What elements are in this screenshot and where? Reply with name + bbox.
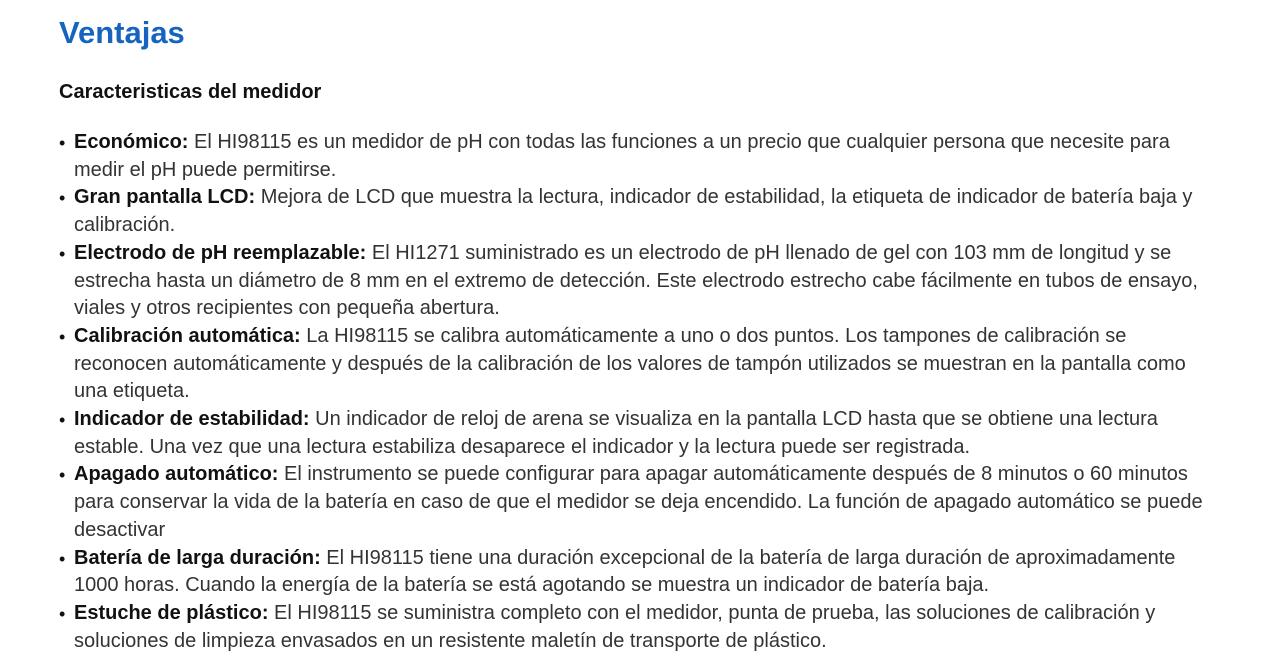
feature-description: El HI1271 suministrado es un electrodo de pH llenado de gel con 103 mm de longitud y se estrecha hasta un diámetro de 8 mm en el extremo de detección. Este electrodo estrecho cabe fácilmente en tubos de ensayo, viales y otros recipientes con pequeña abertura. bbox=[74, 241, 1198, 320]
feature-item bbox=[59, 545, 1219, 600]
feature-term: Estuche de plástico: bbox=[74, 601, 269, 624]
bullet-icon: • bbox=[59, 243, 66, 264]
feature-description: El HI98115 tiene una duración excepcional de la batería de larga duración de aproximadamente 1000 horas. Cuando la energía de la batería se está agotando se muestra un indicador de batería baja. bbox=[74, 546, 1176, 597]
feature-term: Batería de larga duración: bbox=[74, 546, 321, 569]
section-subtitle: Caracteristicas del medidor bbox=[59, 81, 322, 103]
bullet-icon: • bbox=[59, 133, 66, 153]
feature-term: Calibración automática: bbox=[74, 324, 301, 347]
feature-item bbox=[59, 240, 1219, 323]
feature-description: El instrumento se puede configurar para apagar automáticamente después de 8 minutos o 60 minutos para conservar la vida de la batería en caso de que el medidor se deja encendido. La función de apagado automático se puede desactivar bbox=[74, 463, 1203, 541]
section-title: Ventajas bbox=[59, 15, 185, 50]
feature-item bbox=[59, 406, 1219, 461]
feature-item bbox=[59, 129, 1219, 184]
feature-description: La HI98115 se calibra automáticamente a uno o dos puntos. Los tampones de calibración se reconocen automáticamente y después de la calibración de los valores de tampón utilizados se muestran en la pantalla como una etiqueta. bbox=[74, 324, 1186, 403]
bullet-icon: • bbox=[59, 326, 66, 347]
feature-item bbox=[59, 184, 1219, 239]
feature-description: El HI98115 se suministra completo con el medidor, punta de prueba, las soluciones de calibración y soluciones de limpieza envasados en un resistente maletín de transporte de plástico. bbox=[74, 601, 1156, 652]
feature-term: Gran pantalla LCD: bbox=[74, 186, 256, 209]
features-list bbox=[59, 129, 1219, 655]
bullet-icon: • bbox=[59, 188, 66, 209]
feature-term: Indicador de estabilidad: bbox=[74, 408, 310, 431]
bullet-icon: • bbox=[59, 548, 66, 569]
feature-description: Mejora de LCD que muestra la lectura, indicador de estabilidad, la etiqueta de indicador de batería baja y calibración. bbox=[74, 186, 1193, 237]
feature-term: Electrodo de pH reemplazable: bbox=[74, 241, 367, 264]
bullet-icon: • bbox=[59, 603, 66, 624]
feature-item bbox=[59, 600, 1219, 655]
feature-description: Un indicador de reloj de arena se visualiza en la pantalla LCD hasta que se obtiene una lectura estable. Una vez que una lectura estabiliza desaparece el indicador y la lectura puede ser registrada. bbox=[74, 408, 1158, 458]
feature-item bbox=[59, 323, 1219, 406]
feature-item bbox=[59, 461, 1219, 544]
bullet-icon: • bbox=[59, 410, 66, 431]
feature-term: Económico: bbox=[74, 131, 189, 153]
feature-description: El HI98115 es un medidor de pH con todas las funciones a un precio que cualquier persona que necesite para medir el pH puede permitirse. bbox=[74, 131, 1170, 181]
bullet-icon: • bbox=[59, 465, 66, 486]
feature-term: Apagado automático: bbox=[74, 463, 279, 486]
